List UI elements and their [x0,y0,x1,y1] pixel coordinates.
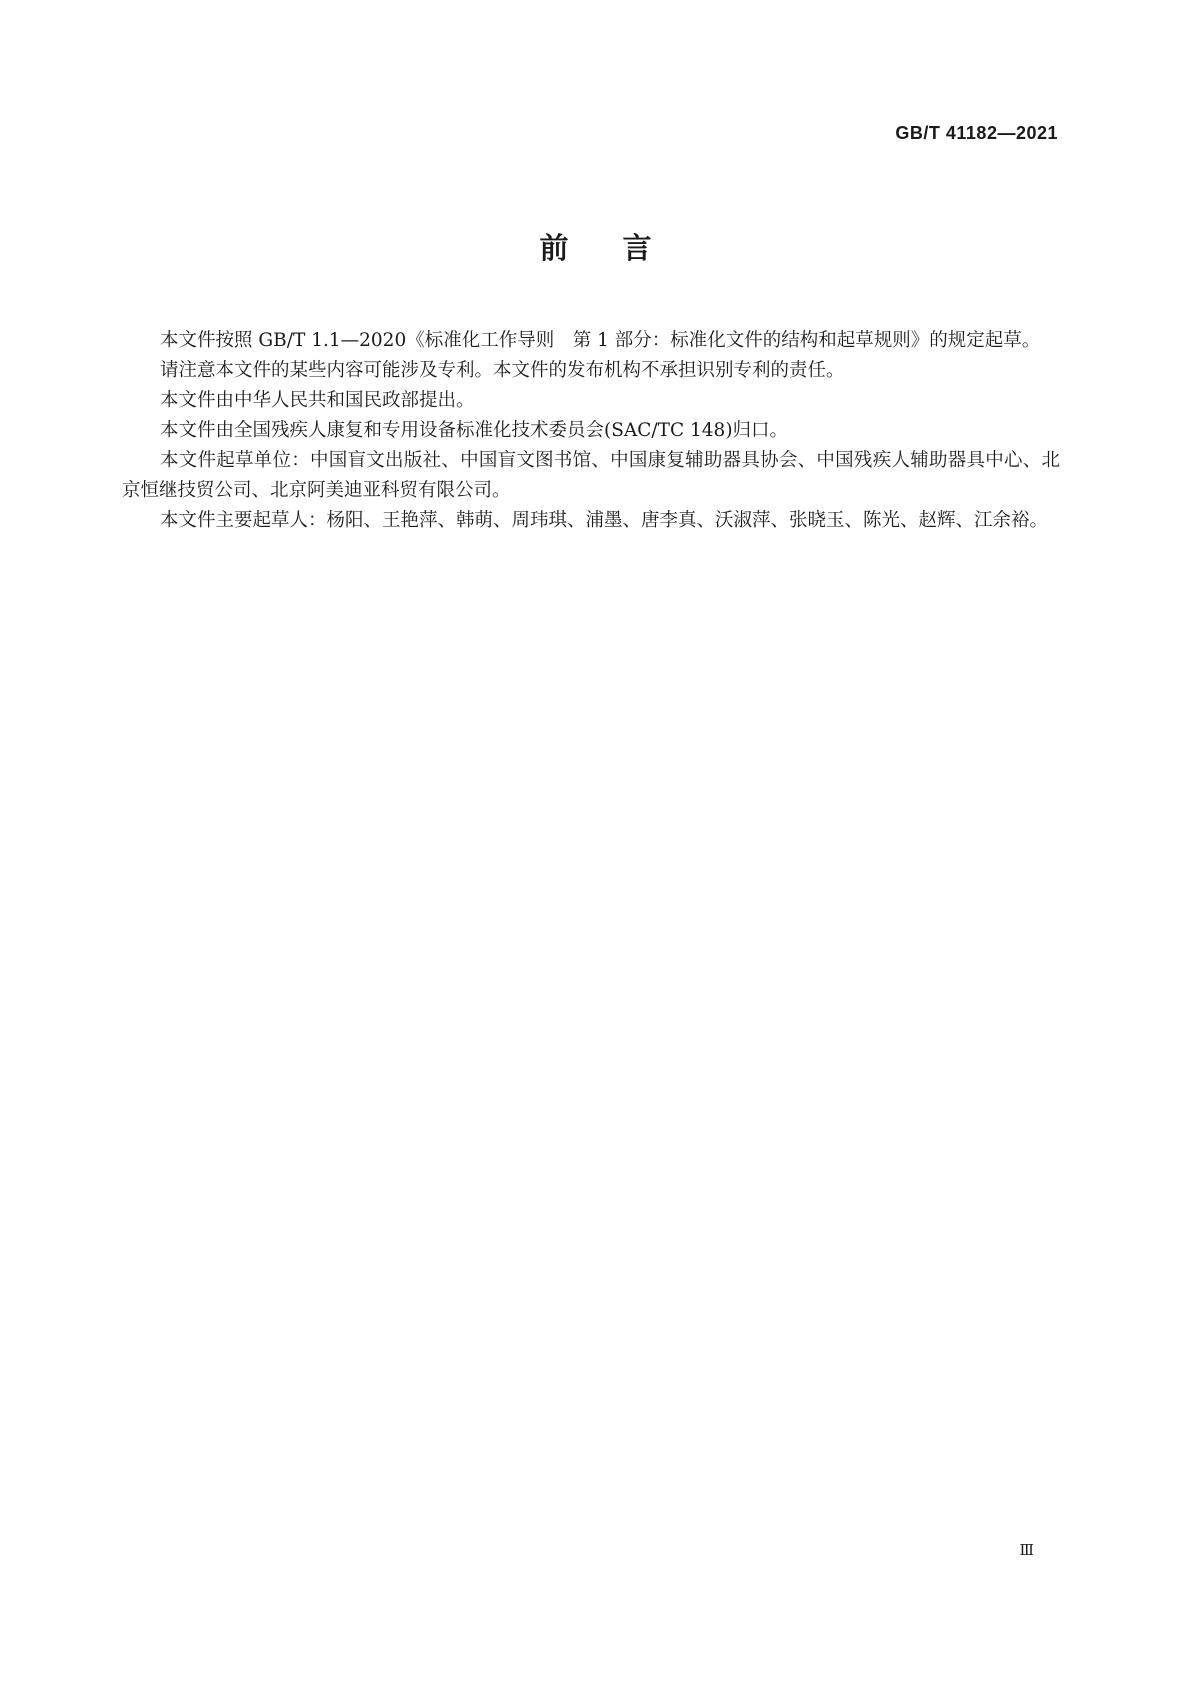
foreword-body [122,326,1060,536]
page-title: 前言 [539,231,706,265]
page-number: Ⅲ [1019,1541,1034,1559]
paragraph-drafting-units: 本文件起草单位：中国盲文出版社、中国盲文图书馆、中国康复辅助器具协会、中国残疾人辅助器具中心、北京恒继技贸公司、北京阿美迪亚科贸有限公司。 [122,450,1060,501]
paragraph-drafting-rules: 本文件按照 GB/T 1.1—2020《标准化工作导则 第 1 部分：标准化文件的结构和起草规则》的规定起草。 [160,330,1041,351]
paragraph-drafters: 本文件主要起草人：杨阳、王艳萍、韩萌、周玮琪、浦墨、唐李真、沃淑萍、张晓玉、陈光、赵辉、江余裕。 [160,509,1049,531]
standard-number: GB/T 41182—2021 [895,123,1058,143]
paragraph-patent-notice: 请注意本文件的某些内容可能涉及专利。本文件的发布机构不承担识别专利的责任。 [160,360,845,381]
paragraph-proposer: 本文件由中华人民共和国民政部提出。 [160,390,475,411]
paragraph-committee: 本文件由全国残疾人康复和专用设备标准化技术委员会(SAC/TC 148)归口。 [160,420,789,441]
